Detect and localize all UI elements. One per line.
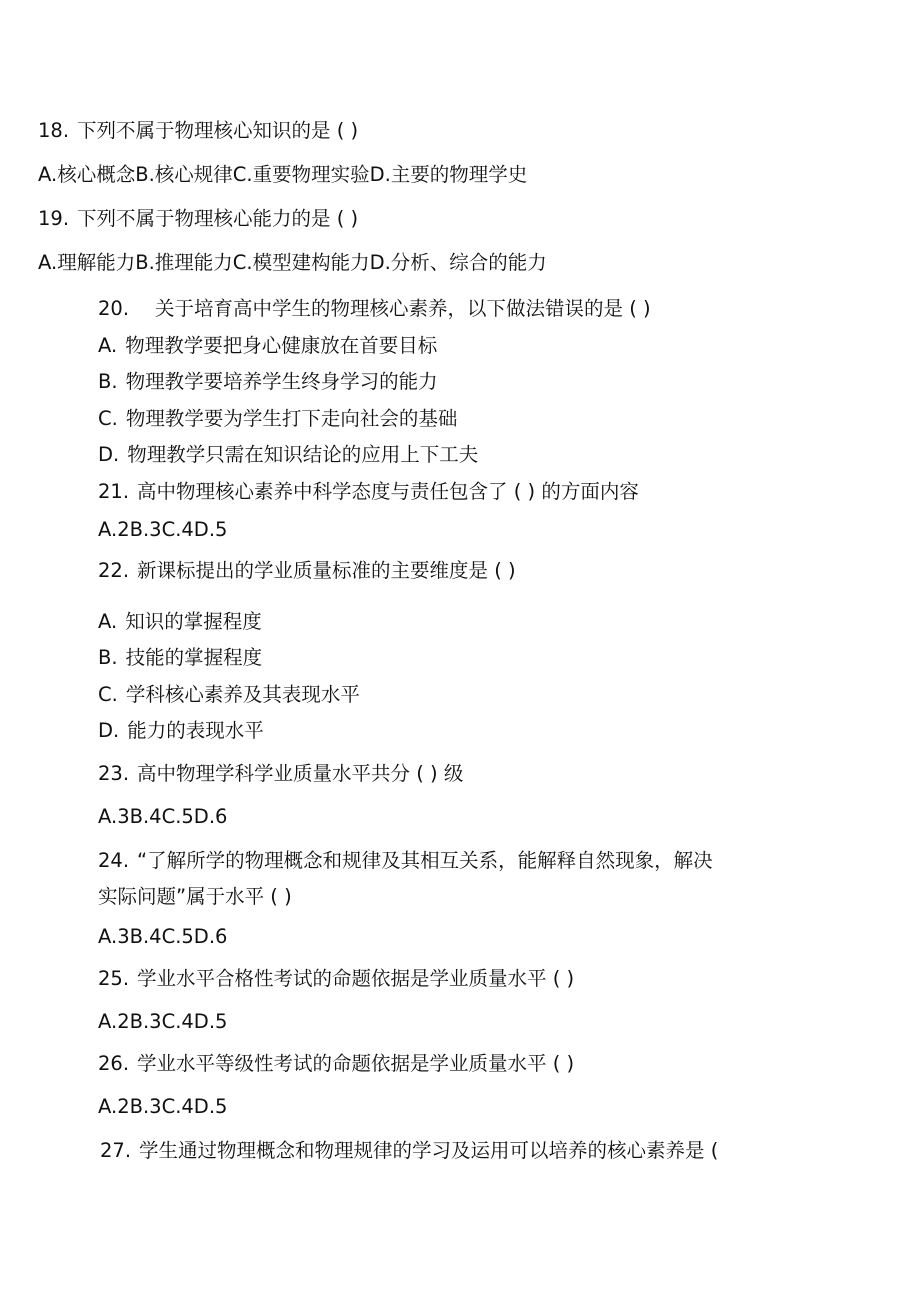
question-20-choice-c bbox=[98, 406, 457, 432]
choice-label: A. bbox=[98, 334, 118, 357]
question-text: “了解所学的物理概念和规律及其相互关系，能解释自然现象，解决 bbox=[137, 849, 713, 872]
question-text: 学生通过物理概念和物理规律的学习及运用可以培养的核心素养是 ( bbox=[139, 1139, 719, 1162]
question-text: 关于培育高中学生的物理核心素养，以下做法错误的是 ( ) bbox=[155, 297, 651, 320]
question-text: 高中物理学科学业质量水平共分 ( ) 级 bbox=[137, 762, 464, 785]
choice-label: D. bbox=[98, 719, 120, 742]
question-21 bbox=[98, 479, 639, 505]
question-text: 学业水平合格性考试的命题依据是学业质量水平 ( ) bbox=[137, 967, 575, 990]
question-number: 27. bbox=[100, 1139, 132, 1162]
choice-text: 技能的掌握程度 bbox=[125, 646, 263, 669]
question-18 bbox=[38, 118, 358, 144]
question-24-options: A.3B.4C.5D.6 bbox=[98, 925, 228, 948]
question-20-choice-a bbox=[98, 333, 437, 359]
question-24 bbox=[98, 848, 713, 874]
question-23-options: A.3B.4C.5D.6 bbox=[98, 805, 228, 828]
question-25 bbox=[98, 966, 574, 992]
question-text: 下列不属于物理核心知识的是 ( ) bbox=[77, 119, 359, 142]
choice-label: D. bbox=[98, 443, 120, 466]
question-20-choice-b bbox=[98, 369, 438, 395]
question-22 bbox=[98, 558, 516, 584]
choice-text: 知识的掌握程度 bbox=[125, 610, 262, 633]
question-text: 学业水平等级性考试的命题依据是学业质量水平 ( ) bbox=[137, 1052, 575, 1075]
question-21-options: A.2B.3C.4D.5 bbox=[98, 518, 228, 541]
question-20 bbox=[98, 296, 651, 322]
choice-label: B. bbox=[98, 370, 118, 393]
question-22-choice-a bbox=[98, 609, 262, 635]
choice-label: C. bbox=[98, 683, 118, 706]
choice-text: 物理教学要把身心健康放在首要目标 bbox=[125, 334, 438, 357]
question-number: 19. bbox=[38, 207, 70, 230]
question-number: 24. bbox=[98, 849, 130, 872]
choice-text: 物理教学要培养学生终身学习的能力 bbox=[125, 370, 438, 393]
question-text: 高中物理核心素养中科学态度与责任包含了 ( ) 的方面内容 bbox=[137, 480, 639, 503]
question-number: 22. bbox=[98, 559, 130, 582]
question-number: 21. bbox=[98, 480, 130, 503]
question-18-options: A.核心概念B.核心规律C.重要物理实验D.主要的物理学史 bbox=[38, 163, 528, 186]
question-27 bbox=[100, 1138, 718, 1164]
question-24-continuation: 实际问题”属于水平 ( ) bbox=[98, 885, 292, 908]
question-text: 下列不属于物理核心能力的是 ( ) bbox=[77, 207, 359, 230]
choice-label: B. bbox=[98, 646, 118, 669]
question-19 bbox=[38, 206, 358, 232]
question-22-choice-d bbox=[98, 718, 264, 744]
question-19-options: A.理解能力B.推理能力C.模型建构能力D.分析、综合的能力 bbox=[38, 251, 547, 274]
question-26-options: A.2B.3C.4D.5 bbox=[98, 1095, 228, 1118]
choice-label: A. bbox=[98, 610, 118, 633]
question-23 bbox=[98, 761, 463, 787]
choice-text: 能力的表现水平 bbox=[127, 719, 264, 742]
choice-text: 物理教学要为学生打下走向社会的基础 bbox=[125, 407, 458, 430]
question-22-choice-c bbox=[98, 682, 360, 708]
question-number: 23. bbox=[98, 762, 130, 785]
question-number: 26. bbox=[98, 1052, 130, 1075]
question-text: 新课标提出的学业质量标准的主要维度是 ( ) bbox=[137, 559, 516, 582]
question-number: 25. bbox=[98, 967, 130, 990]
question-number: 18. bbox=[38, 119, 70, 142]
choice-text: 学科核心素养及其表现水平 bbox=[125, 683, 360, 706]
question-25-options: A.2B.3C.4D.5 bbox=[98, 1010, 228, 1033]
choice-text: 物理教学只需在知识结论的应用上下工夫 bbox=[127, 443, 479, 466]
question-20-choice-d bbox=[98, 442, 478, 468]
choice-label: C. bbox=[98, 407, 118, 430]
question-22-choice-b bbox=[98, 645, 262, 671]
question-number: 20. bbox=[98, 297, 130, 320]
question-26 bbox=[98, 1051, 574, 1077]
